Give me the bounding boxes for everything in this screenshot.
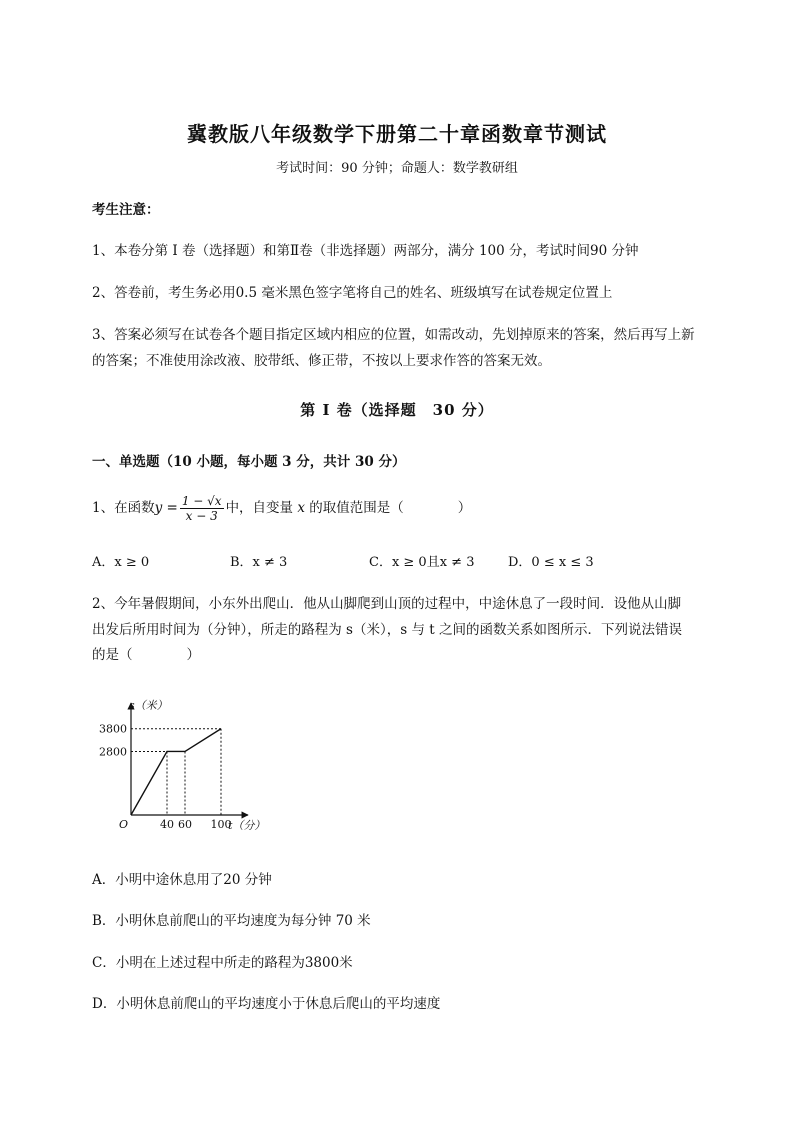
- part-title: 一、单选题（10 小题，每小题 3 分，共计 30 分）: [92, 454, 406, 470]
- q2-choice-d[interactable]: D．小明休息前爬山的平均速度小于休息后爬山的平均速度: [92, 996, 441, 1012]
- question-2-line-2: 出发后所用时间为（分钟），所走的路程为 s（米），s 与 t 之间的函数关系如图所示．下列说法错误: [92, 622, 682, 638]
- q1-suffix: 中，自变量: [225, 500, 294, 516]
- notice-item-3-cont: 的答案；不准使用涂改液、胶带纸、修正带，不按以上要求作答的答案无效。: [92, 353, 551, 369]
- section-title: 第 I 卷（选择题 30 分）: [300, 401, 494, 419]
- y-tick-label: 3800: [99, 722, 127, 736]
- notice-item-3: 3、答案必须写在试卷各个题目指定区域内相应的位置，如需改动，先划掉原来的答案，然后再写上新: [92, 327, 695, 343]
- distance-time-graph: [95, 695, 295, 840]
- y-axis-label: s（米）: [129, 699, 168, 712]
- exam-info: 考试时间：90 分钟；命题人：数学教研组: [276, 161, 518, 176]
- q1-prefix: 1、在函数: [92, 500, 155, 516]
- origin-label: O: [118, 818, 128, 831]
- question-2-line-3: 的是（ ）: [92, 647, 200, 663]
- notice-item-2: 2、答卷前，考生务必用0.5 毫米黑色签字笔将自己的姓名、班级填写在试卷规定位置上: [92, 285, 613, 301]
- x-tick-label: 100: [210, 818, 232, 831]
- q1-choice-b[interactable]: B．x ≠ 3: [230, 555, 288, 570]
- series-line: [131, 729, 221, 815]
- q1-numerator: 1 − √x: [181, 494, 222, 508]
- x-tick-label: 60: [178, 818, 192, 831]
- q1-choice-c[interactable]: C．x ≥ 0且x ≠ 3: [369, 555, 475, 570]
- question-1: [92, 494, 471, 523]
- q1-choice-d[interactable]: D．0 ≤ x ≤ 3: [508, 555, 594, 570]
- q1-choice-a[interactable]: A．x ≥ 0: [92, 555, 150, 570]
- y-tick-label: 2800: [99, 745, 127, 759]
- question-2-line-1: 2、今年暑假期间，小东外出爬山．他从山脚爬到山顶的过程中，中途休息了一段时间．设他从山脚: [92, 596, 682, 612]
- notice-item-1: 1、本卷分第 I 卷（选择题）和第Ⅱ卷（非选择题）两部分，满分 100 分，考试时间90 分钟: [92, 243, 639, 259]
- q1-fraction: [180, 494, 224, 523]
- q2-choice-a[interactable]: A．小明中途休息用了20 分钟: [92, 872, 272, 888]
- x-tick-label: 40: [160, 818, 174, 831]
- q1-lhs: y =: [154, 500, 178, 516]
- q2-choice-c[interactable]: C．小明在上述过程中所走的路程为3800米: [92, 955, 353, 971]
- q1-var: x: [297, 500, 305, 516]
- x-axis-label: t（分）: [228, 819, 266, 832]
- q2-choice-b[interactable]: B．小明休息前爬山的平均速度为每分钟 70 米: [92, 913, 371, 929]
- q1-suffix2: 的取值范围是（ ）: [309, 500, 472, 516]
- page-title: 冀教版八年级数学下册第二十章函数章节测试: [187, 122, 607, 146]
- notice-heading: 考生注意：: [92, 202, 160, 218]
- q1-denominator: x − 3: [185, 509, 218, 523]
